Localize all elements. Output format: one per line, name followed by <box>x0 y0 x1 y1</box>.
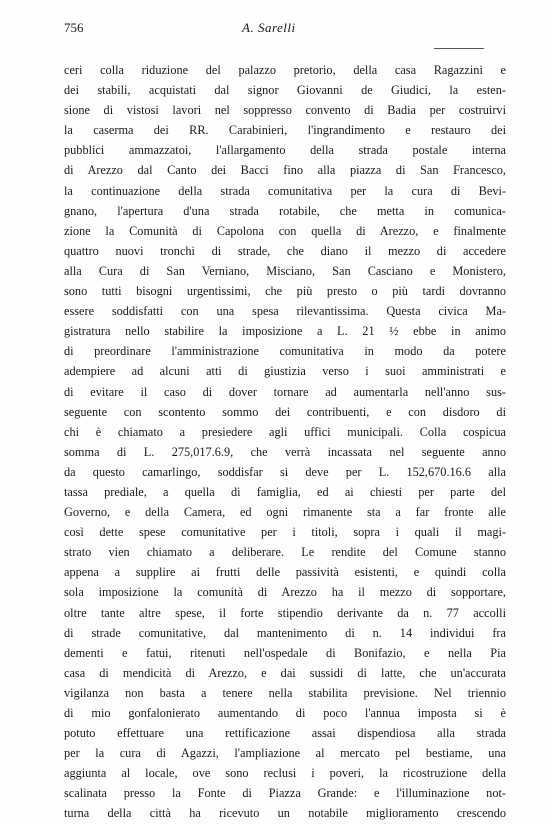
text-line: adempiere ad alcuni atti di giustizia verso i suoi amministrati e <box>64 364 506 379</box>
text-line: casa di mendicità di Arezzo, e dai sussidi di latte, che un'accurata <box>64 665 506 680</box>
text-line: vigilanza non basta a tenere nella stabilita previsione. Nel triennio <box>64 685 506 700</box>
text-line: la continuazione della strada comunitativa per la cura di Bevi- <box>64 183 506 198</box>
text-line: scalinata presso la Fonte di Piazza Grande: e l'illuminazione not- <box>64 786 506 801</box>
text-line: gnano, l'apertura d'una strada rotabile, che metta in comunica- <box>64 203 506 218</box>
text-line: di evitare il caso di dover tornare ad aumentarla nell'anno sus- <box>64 384 506 399</box>
body-text <box>64 60 506 824</box>
text-line: ceri colla riduzione del palazzo pretorio, della casa Ragazzini e <box>64 63 506 77</box>
text-line: potuto effettuare una rettificazione assai dispendiosa alla strada <box>64 726 506 741</box>
text-line: appena a supplire ai frutti delle passività esistenti, e quindi colla <box>64 565 506 580</box>
text-line: sola imposizione la comunità di Arezzo ha il mezzo di sopportare, <box>64 585 506 600</box>
text-line: da questo camarlingo, soddisfar si deve per L. 152,670.16.6 alla <box>64 464 506 479</box>
text-line: strato vien chiamato a deliberare. Le rendite del Comune stanno <box>64 545 506 560</box>
header-rule <box>434 48 484 49</box>
text-line: di preordinare l'amministrazione comunitativa in modo da potere <box>64 344 506 359</box>
text-line: dei stabili, acquistati dal signor Giovanni de Giudici, la esten- <box>64 83 506 98</box>
text-line: seguente con scontento sommo dei contribuenti, e con disdoro di <box>64 404 506 419</box>
text-line: dementi e fatui, ritenuti nell'ospedale di Bonifazio, e nella Pia <box>64 645 506 660</box>
running-head: A. Sarelli <box>242 20 296 35</box>
text-line: quattro nuovi tronchi di strade, che diano il mezzo di accedere <box>64 243 506 258</box>
page-number: 756 <box>64 20 84 35</box>
text-line: pubblici ammazzatoi, l'allargamento della strada postale interna <box>64 143 506 158</box>
text-line: somma di L. 275,017.6.9, che verrà incassata nel seguente anno <box>64 444 506 459</box>
text-line: di mio gonfalonierato aumentando di poco l'annua imposta si è <box>64 706 506 720</box>
text-line: sono tutti bisogni urgentissimi, che più presto o più tardi dovranno <box>64 284 506 299</box>
text-line: tassa prediale, a quella di famiglia, ed ai chiesti per parte del <box>64 484 506 499</box>
text-line last: turna della città ha ricevuto un notabile miglioramento crescendo <box>64 806 506 821</box>
text-line: Governo, e della Camera, ed ogni rimanente sta a far fronte alle <box>64 505 506 520</box>
page-header <box>64 20 504 40</box>
text-line: essere soddisfatti con una spesa rilevantissima. Questa civica Ma- <box>64 304 506 319</box>
text-line: zione la Comunità di Capolona con quella di Arezzo, e finalmente <box>64 223 506 238</box>
text-line: chi è chiamato a presiedere agli uffici municipali. Colla cospicua <box>64 424 506 439</box>
text-line: alla Cura di San Verniano, Misciano, San Casciano e Monistero, <box>64 263 506 278</box>
text-line: di strade comunitative, dal mantenimento di n. 14 individui fra <box>64 625 506 640</box>
text-line: la caserma dei RR. Carabinieri, l'ingrandimento e restauro dei <box>64 123 506 138</box>
text-line: gistratura nello stabilire la imposizione a L. 21 ½ ebbe in animo <box>64 324 506 339</box>
text-line: per la cura di Agazzi, l'ampliazione al mercato pel bestiame, una <box>64 746 506 761</box>
text-line: così dette spese comunitative per i titoli, sopra i quali il magi- <box>64 525 506 540</box>
text-line: sione di vistosi lavori nel soppresso convento di Badia per costruirvi <box>64 103 506 118</box>
text-line: di Arezzo dal Canto dei Bacci fino alla piazza di San Francesco, <box>64 163 506 178</box>
text-line: aggiunta al locale, ove sono reclusi i poveri, la ricostruzione della <box>64 766 506 781</box>
text-line: oltre tante altre spese, il forte stipendio derivante da n. 77 accolli <box>64 605 506 620</box>
